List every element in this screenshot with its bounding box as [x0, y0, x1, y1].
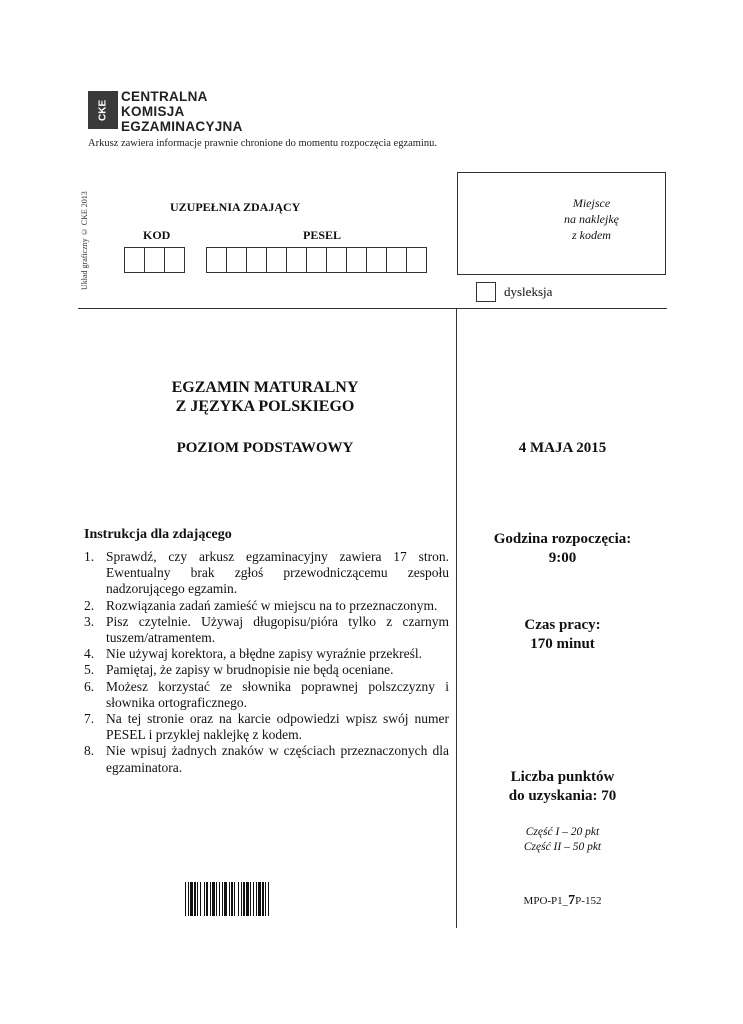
- kod-boxes[interactable]: [125, 247, 185, 273]
- dyslexia-label: dysleksja: [504, 284, 553, 299]
- pesel-cell[interactable]: [366, 247, 387, 273]
- sticker-line-3: z kodem: [571, 227, 611, 242]
- exam-code: MPO-P1_7P-152: [523, 893, 602, 908]
- pesel-cell[interactable]: [306, 247, 327, 273]
- barcode-bar: [188, 882, 189, 916]
- barcode-bar: [216, 882, 217, 916]
- pesel-cell[interactable]: [246, 247, 267, 273]
- instruction-item: 2. Rozwiązania zadań zamieść w miejscu na to przeznaczonym.: [84, 597, 438, 613]
- barcode-bar: [234, 882, 235, 916]
- exam-title-line-2: Z JĘZYKA POLSKIEGO: [175, 398, 355, 415]
- barcode-bar: [222, 882, 223, 916]
- exam-date: 4 MAJA 2015: [518, 440, 607, 456]
- kod-label: KOD: [143, 228, 171, 242]
- instruction-item: 8. Nie wpisuj żadnych znaków w częściach przeznaczonych dla egzaminatora.: [84, 743, 449, 775]
- kod-cell[interactable]: [164, 247, 185, 273]
- graphic-credit: Układ graficzny © CKE 2013: [80, 191, 89, 290]
- divider-horizontal: [78, 308, 667, 309]
- duration-label: Czas pracy:: [524, 617, 601, 633]
- exam-title: [120, 378, 410, 416]
- logo-line-2: KOMISJA: [121, 104, 185, 119]
- barcode-image: [185, 882, 347, 916]
- pesel-cell[interactable]: [286, 247, 307, 273]
- barcode-bar: [194, 882, 196, 916]
- pesel-cell[interactable]: [406, 247, 427, 273]
- dyslexia-checkbox[interactable]: [476, 282, 496, 302]
- barcode-bar: [212, 882, 215, 916]
- points: [458, 768, 667, 806]
- part-2-points: Część II – 50 pkt: [523, 841, 602, 853]
- barcode-bar: [246, 882, 249, 916]
- pesel-cell[interactable]: [346, 247, 367, 273]
- barcode-bar: [210, 882, 211, 916]
- kod-cell[interactable]: [144, 247, 165, 273]
- exam-level: POZIOM PODSTAWOWY: [176, 440, 354, 456]
- barcode-bar: [258, 882, 261, 916]
- points-value: do uzyskania: 70: [508, 788, 617, 804]
- barcode-bar: [197, 882, 198, 916]
- start-time-label: Godzina rozpoczęcia:: [493, 531, 632, 547]
- pesel-cell[interactable]: [206, 247, 227, 273]
- instructions-list: [84, 549, 449, 776]
- start-time-value: 9:00: [548, 550, 577, 566]
- barcode-bar: [224, 882, 227, 916]
- barcode-bar: [262, 882, 264, 916]
- instruction-item: 6. Możesz korzystać ze słownika poprawnej polszczyzny i słownika ortograficznego.: [84, 678, 449, 710]
- pesel-cell[interactable]: [226, 247, 247, 273]
- barcode-bar: [238, 882, 239, 916]
- instruction-item: 7. Na tej stronie oraz na karcie odpowiedzi wpisz swój numer PESEL i przyklej naklejkę z kodem.: [84, 711, 449, 743]
- candidate-fill-title: UZUPEŁNIA ZDAJĄCY: [170, 200, 301, 214]
- barcode-bar: [250, 882, 251, 916]
- barcode-bar: [231, 882, 233, 916]
- cke-logo-mark: CKE: [88, 91, 118, 129]
- start-time: [458, 530, 667, 568]
- barcode-bar: [265, 882, 266, 916]
- duration: [458, 616, 667, 654]
- points-label: Liczba punktów: [510, 769, 615, 785]
- barcode-bar: [256, 882, 257, 916]
- barcode-bar: [253, 882, 254, 916]
- instruction-item: 1. Sprawdź, czy arkusz egzaminacyjny zawiera 17 stron. Ewentualny brak zgłoś przewodniczącemu zespołu nadzorującego egzamin.: [84, 549, 449, 597]
- kod-cell[interactable]: [124, 247, 145, 273]
- cke-logo-text: [121, 89, 243, 134]
- instruction-item: 3. Pisz czytelnie. Używaj długopisu/pióra tylko z czarnym tuszem/atramentem.: [84, 613, 449, 646]
- barcode-bar: [204, 882, 205, 916]
- barcode-bar: [190, 882, 193, 916]
- legal-notice: Arkusz zawiera informacje prawnie chronione do momentu rozpoczęcia egzaminu.: [88, 138, 437, 149]
- barcode-bar: [200, 882, 201, 916]
- points-breakdown: [458, 825, 667, 855]
- barcode-bar: [219, 882, 220, 916]
- barcode-bar: [229, 882, 230, 916]
- part-1-points: Część I – 20 pkt: [525, 826, 600, 838]
- barcode-bar: [243, 882, 245, 916]
- duration-value: 170 minut: [530, 636, 595, 652]
- pesel-cell[interactable]: [266, 247, 287, 273]
- logo-line-1: CENTRALNA: [121, 89, 208, 104]
- barcode-bar: [185, 882, 186, 916]
- sticker-area: [457, 172, 666, 275]
- sticker-line-2: na naklejkę: [564, 211, 619, 226]
- sticker-line-1: Miejsce: [572, 195, 611, 210]
- barcode-bar: [241, 882, 242, 916]
- barcode-bar: [206, 882, 208, 916]
- pesel-boxes[interactable]: [207, 247, 427, 273]
- pesel-cell[interactable]: [326, 247, 347, 273]
- exam-title-line-1: EGZAMIN MATURALNY: [171, 379, 359, 396]
- instruction-item: 5. Pamiętaj, że zapisy w brudnopisie nie będą oceniane.: [84, 662, 394, 678]
- logo-line-3: EGZAMINACYJNA: [121, 119, 243, 134]
- divider-vertical: [456, 308, 457, 928]
- barcode-bar: [268, 882, 269, 916]
- instruction-item: 4. Nie używaj korektora, a błędne zapisy wyraźnie przekreśl.: [84, 646, 422, 662]
- pesel-label: PESEL: [303, 228, 342, 242]
- pesel-cell[interactable]: [386, 247, 407, 273]
- instructions-heading: Instrukcja dla zdającego: [84, 527, 232, 542]
